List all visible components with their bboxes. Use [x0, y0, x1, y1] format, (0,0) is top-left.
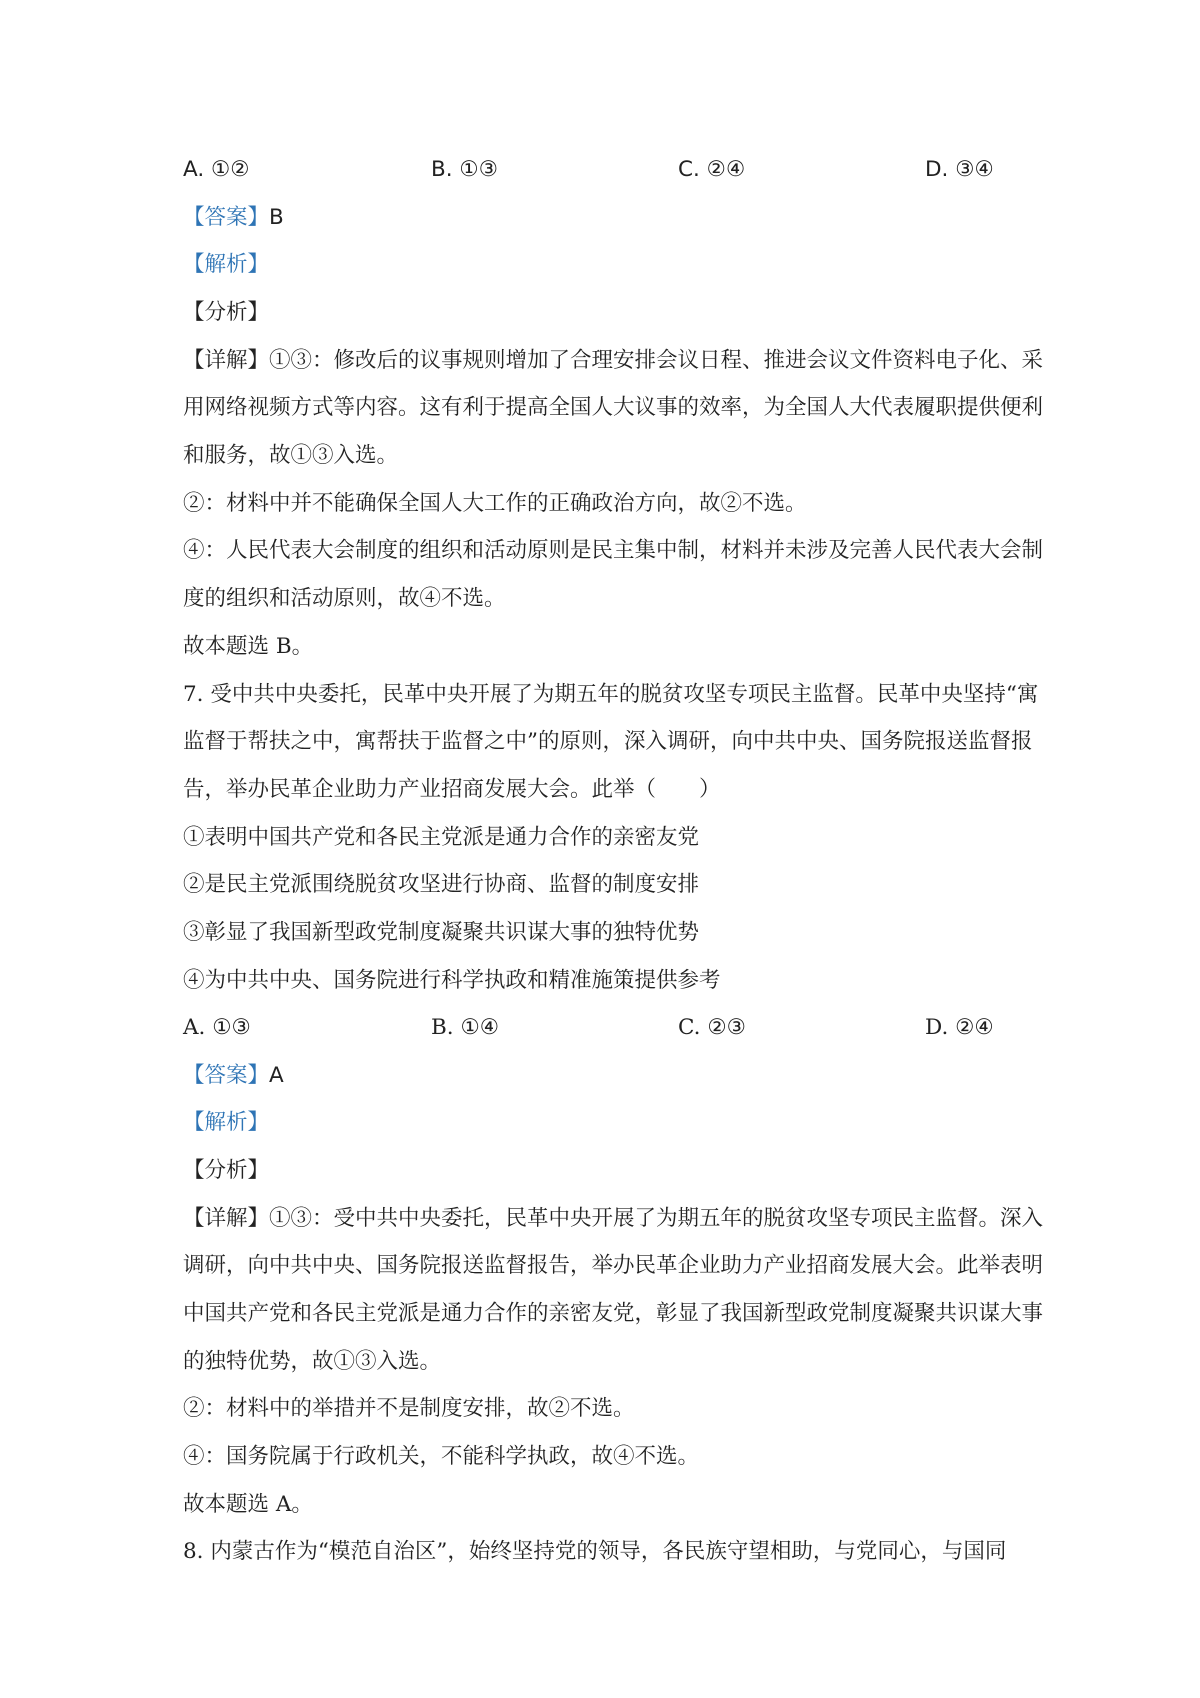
jiexi-tag: 【解析】	[183, 1110, 270, 1135]
detail-text: ①③：修改后的议事规则增加了合理安排会议日程、推进会议文件资料电子化、采	[269, 348, 1044, 373]
q7-answer-line	[183, 1061, 1033, 1091]
q7-option-a: A. ①③	[183, 1015, 251, 1040]
q7-statement-2: ②是民主党派围绕脱贫攻坚进行协商、监督的制度安排	[183, 872, 700, 897]
q6-fenxi-line	[183, 298, 1033, 328]
q6-option-d: D. ③④	[925, 157, 994, 182]
q6-detail-line-2: 用网络视频方式等内容。这有利于提高全国人大议事的效率，为全国人大代表履职提供便利	[183, 395, 1044, 420]
q6-detail-line-6: 度的组织和活动原则，故④不选。	[183, 586, 506, 611]
q7-detail-line-3: 中国共产党和各民主党派是通力合作的亲密友党，彰显了我国新型政党制度凝聚共识谋大事	[183, 1301, 1044, 1326]
q6-jiexi-line	[183, 250, 1033, 280]
q7-jiexi-line	[183, 1108, 1033, 1138]
q7-statement-4: ④为中共中央、国务院进行科学执政和精准施策提供参考	[183, 968, 721, 993]
q6-option-a: A. ①②	[183, 157, 250, 182]
q7-option-d: D. ②④	[925, 1015, 994, 1040]
answer-value: B	[269, 205, 284, 230]
q7-detail-line-4: 的独特优势，故①③入选。	[183, 1349, 442, 1374]
q7-detail-line-6: ④：国务院属于行政机关，不能科学执政，故④不选。	[183, 1444, 700, 1469]
q6-detail-line-5: ④：人民代表大会制度的组织和活动原则是民主集中制，材料并未涉及完善人民代表大会制	[183, 538, 1044, 563]
answer-value: A	[269, 1063, 284, 1088]
q7-option-b: B. ①④	[431, 1015, 500, 1040]
q7-stem-line-2: 监督于帮扶之中，寓帮扶于监督之中”的原则，深入调研，向中共中央、国务院报送监督报	[183, 729, 1033, 754]
q6-option-c: C. ②④	[678, 157, 746, 182]
q7-detail-line-2: 调研，向中共中央、国务院报送监督报告，举办民革企业助力产业招商发展大会。此举表明	[183, 1253, 1044, 1278]
q7-statement-1: ①表明中国共产党和各民主党派是通力合作的亲密友党	[183, 825, 700, 850]
q8-stem-line-1: 8. 内蒙古作为“模范自治区”，始终坚持党的领导，各民族守望相助，与党同心，与国同	[183, 1539, 1007, 1564]
q7-conclusion: 故本题选 A。	[183, 1492, 313, 1517]
answer-tag: 【答案】	[183, 1063, 270, 1088]
detail-tag: 【详解】	[183, 1206, 270, 1231]
q6-answer-line	[183, 203, 1033, 233]
q7-detail-line-1	[183, 1204, 1044, 1234]
q6-detail-line-4: ②：材料中并不能确保全国人大工作的正确政治方向，故②不选。	[183, 491, 807, 516]
jiexi-tag: 【解析】	[183, 252, 270, 277]
q7-stem-line-3: 告，举办民革企业助力产业招商发展大会。此举（ ）	[183, 777, 721, 802]
q7-stem-line-1: 7. 受中共中央委托，民革中央开展了为期五年的脱贫攻坚专项民主监督。民革中央坚持“寓	[183, 682, 1039, 707]
q6-detail-line-3: 和服务，故①③入选。	[183, 443, 399, 468]
fenxi-tag: 【分析】	[183, 1158, 270, 1183]
q6-conclusion: 故本题选 B。	[183, 634, 314, 659]
q6-detail-line-1	[183, 346, 1044, 376]
fenxi-tag: 【分析】	[183, 300, 270, 325]
q7-detail-line-5: ②：材料中的举措并不是制度安排，故②不选。	[183, 1396, 635, 1421]
answer-tag: 【答案】	[183, 205, 270, 230]
detail-text: ①③：受中共中央委托，民革中央开展了为期五年的脱贫攻坚专项民主监督。深入	[269, 1206, 1044, 1231]
q7-option-c: C. ②③	[678, 1015, 746, 1040]
q6-option-b: B. ①③	[431, 157, 498, 182]
q7-fenxi-line	[183, 1156, 1033, 1186]
q7-statement-3: ③彰显了我国新型政党制度凝聚共识谋大事的独特优势	[183, 920, 700, 945]
detail-tag: 【详解】	[183, 348, 270, 373]
